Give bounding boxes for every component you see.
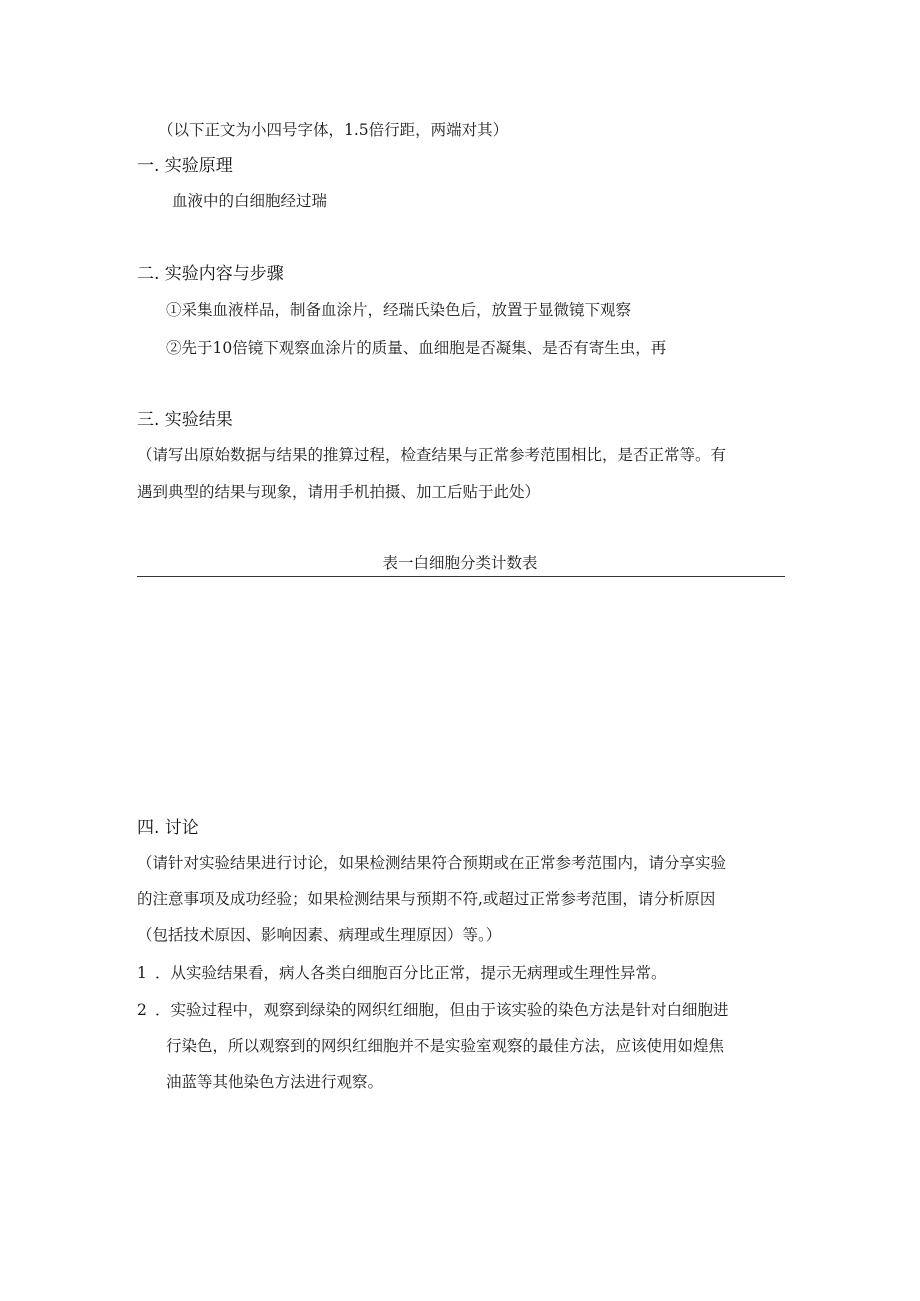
discussion-item-number: 1 <box>137 964 147 982</box>
discussion-item-text: 油蓝等其他染色方法进行观察。 <box>166 1073 384 1091</box>
discussion-item-text: 行染色，所以观察到的网织红细胞并不是实验室观察的最佳方法，应该使用如煌焦 <box>166 1037 725 1055</box>
discussion-instruction-line: （包括技术原因、影响因素、病理或生理原因）等。） <box>137 926 502 944</box>
discussion-item-text: ．从实验结果看，病人各类白细胞百分比正常，提示无病理或生理性异常。 <box>155 964 667 982</box>
results-instruction-line: （请写出原始数据与结果的推算过程，检查结果与正常参考范围相比，是否正常等。有 <box>137 446 727 464</box>
discussion-item-number: 2 <box>137 1001 147 1019</box>
procedure-step: ②先于10倍镜下观察血涂片的质量、血细胞是否凝集、是否有寄生虫，再 <box>166 339 667 357</box>
section-title-discussion: 四. 讨论 <box>137 818 199 838</box>
discussion-instruction-line: 的注意事项及成功经验；如果检测结果与预期不符,或超过正常参考范围，请分析原因 <box>137 890 716 908</box>
format-note: （以下正文为小四号字体，1.5倍行距，两端对其） <box>158 121 509 139</box>
results-instruction-line: 遇到典型的结果与现象，请用手机拍摄、加工后贴于此处） <box>137 483 541 501</box>
discussion-item-text: ．实验过程中，观察到绿染的网织红细胞，但由于该实验的染色方法是针对白细胞进 <box>155 1001 729 1019</box>
procedure-step: ①采集血液样品，制备血涂片，经瑞氏染色后，放置于显微镜下观察 <box>166 301 632 319</box>
discussion-instruction-line: （请针对实验结果进行讨论，如果检测结果符合预期或在正常参考范围内，请分享实验 <box>137 854 727 872</box>
table-top-rule <box>137 576 785 577</box>
section-title-procedure: 二. 实验内容与步骤 <box>137 264 284 284</box>
principle-text: 血液中的白细胞经过瑞 <box>172 192 328 210</box>
section-title-results: 三. 实验结果 <box>137 410 233 430</box>
section-title-principle: 一. 实验原理 <box>137 156 233 176</box>
table-caption: 表一白细胞分类计数表 <box>382 554 538 572</box>
